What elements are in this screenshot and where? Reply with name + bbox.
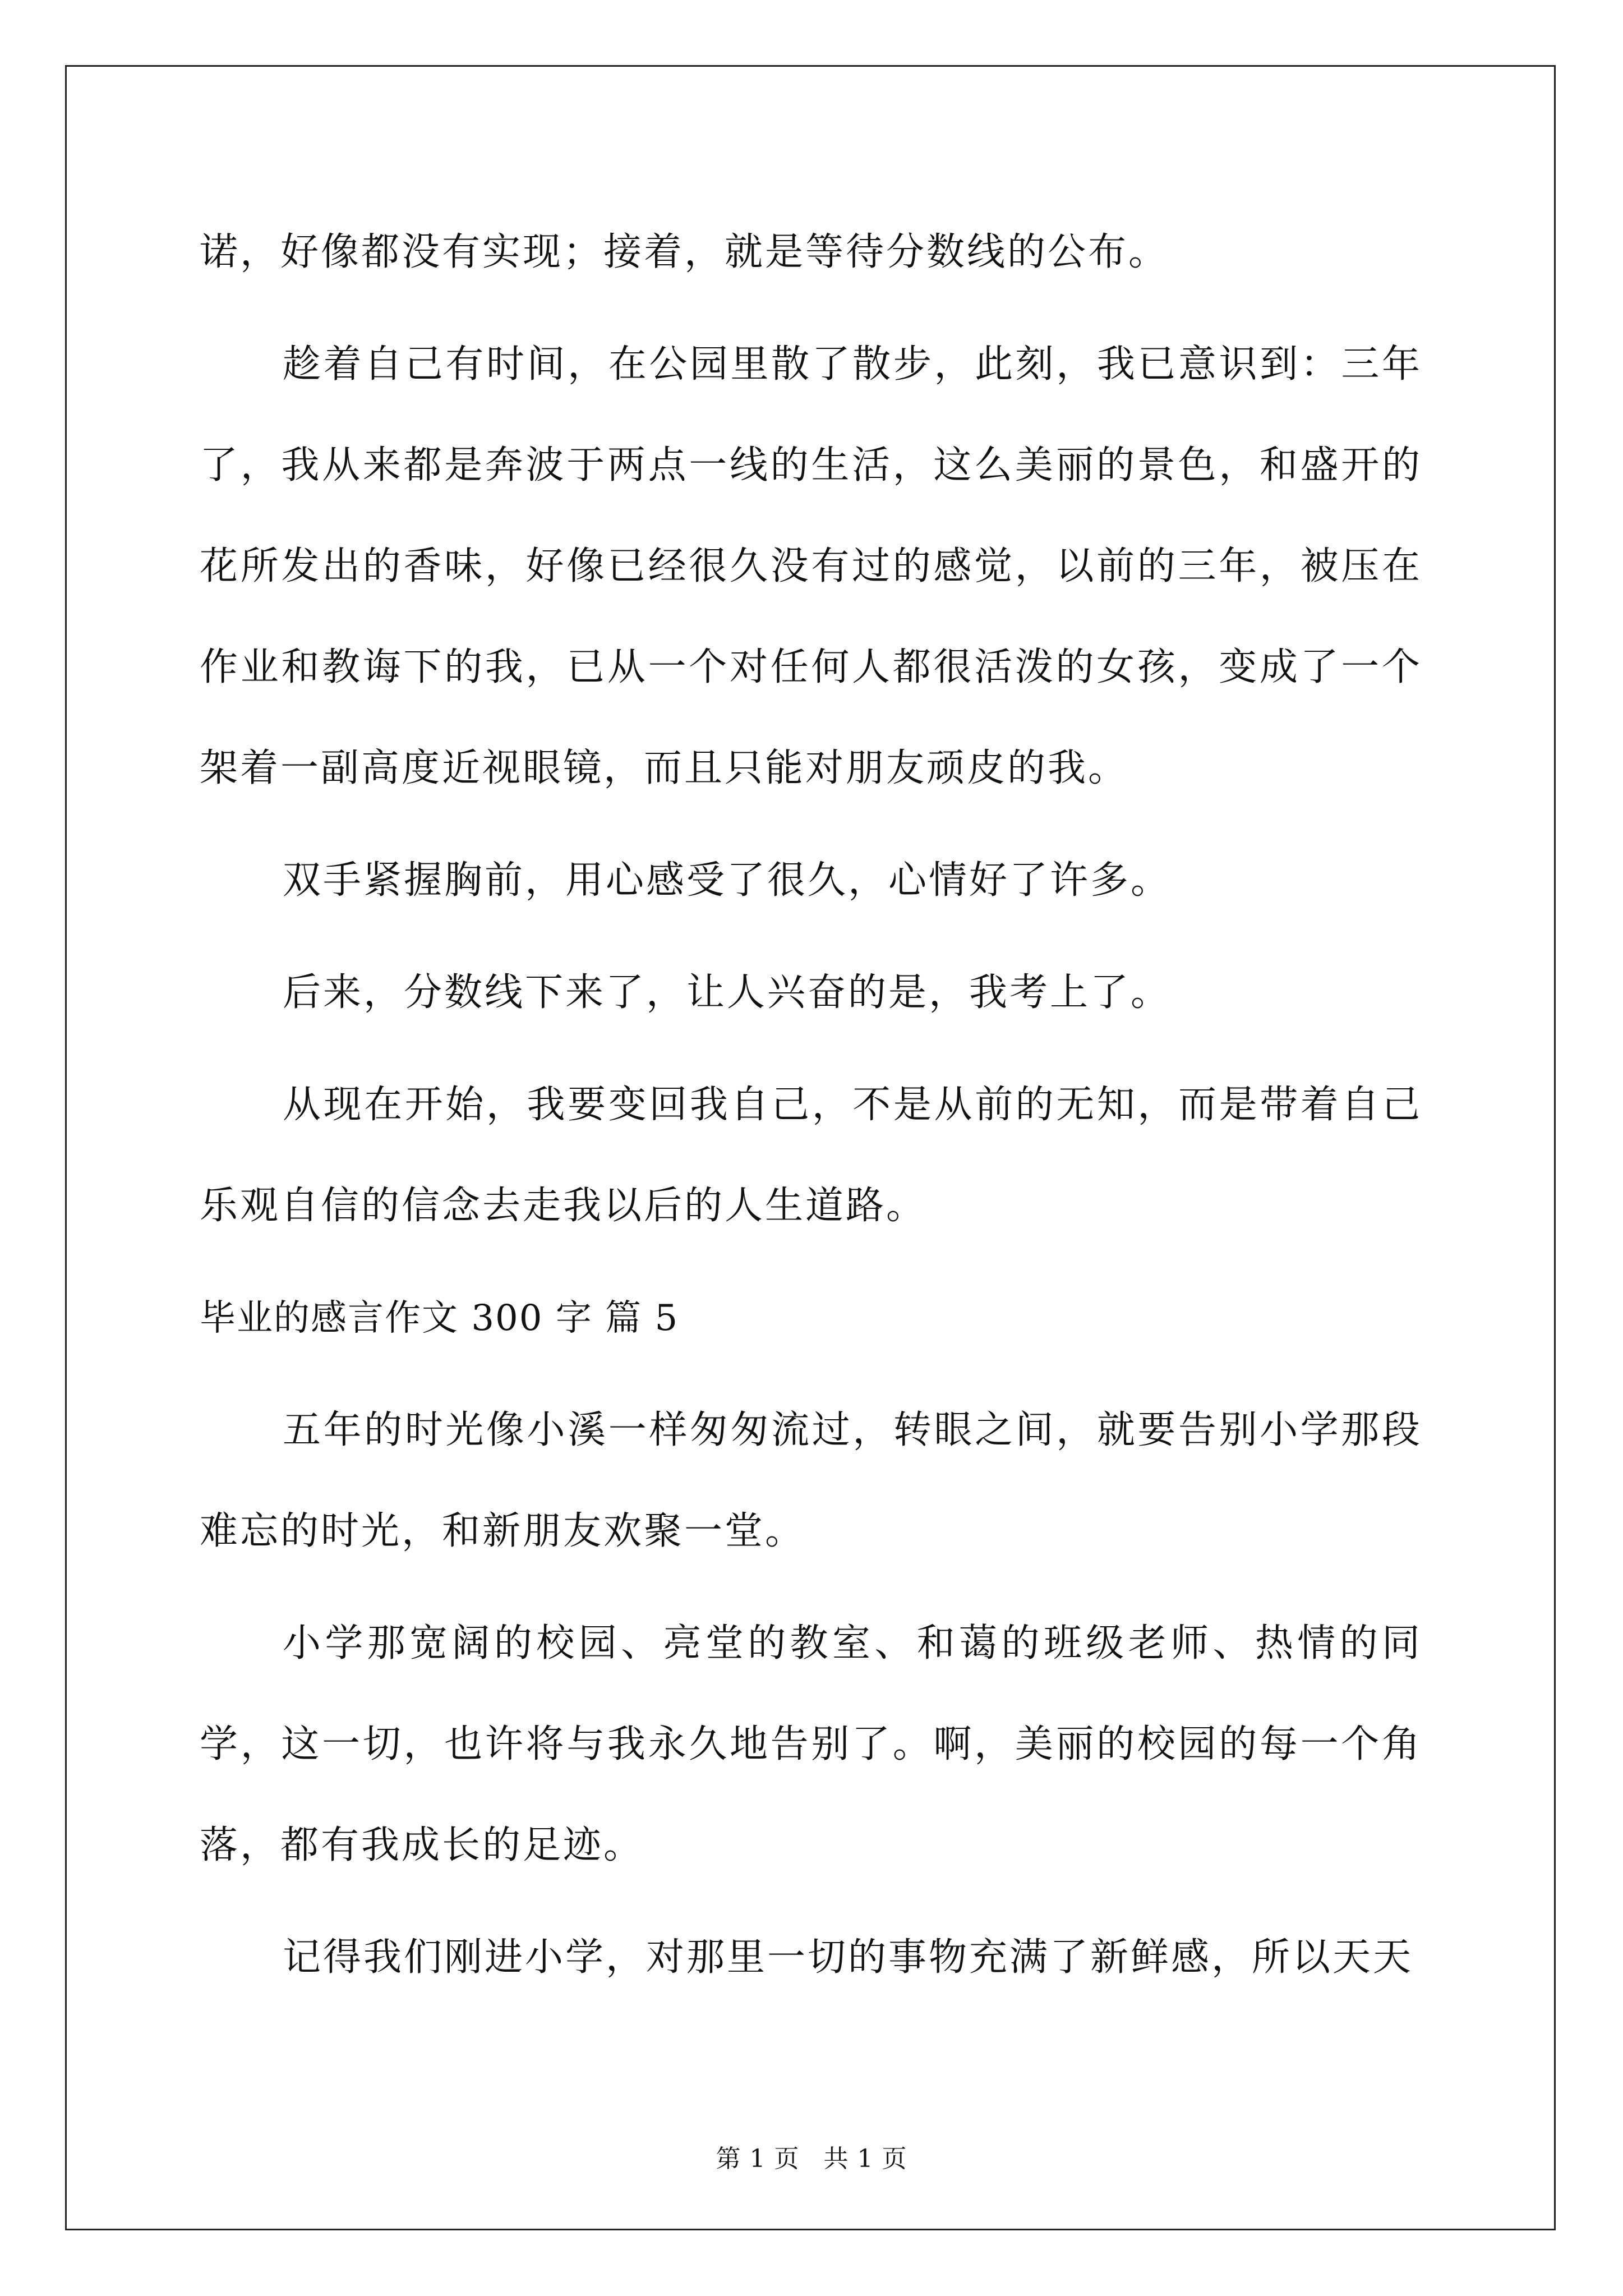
page-number-current: 第 1 页: [716, 2145, 800, 2173]
paragraph-4: 后来，分数线下来了，让人兴奋的是，我考上了。: [283, 970, 1172, 1015]
document-body: [200, 202, 1422, 2019]
page-footer: [0, 2138, 1623, 2174]
paragraph-3: 双手紧握胸前，用心感受了很久，心情好了许多。: [283, 858, 1172, 903]
paragraph-6: 五年的时光像小溪一样匆匆流过，转眼之间，就要告别小学那段难忘的时光，和新朋友欢聚一堂。: [200, 1408, 1422, 1553]
paragraph-8: 记得我们刚进小学，对那里一切的事物充满了新鲜感，所以天天: [283, 1935, 1414, 1980]
paragraph-2: 趁着自己有时间，在公园里散了散步，此刻，我已意识到：三年了，我从来都是奔波于两点一线的生活，这么美丽的景色，和盛开的花所发出的香味，好像已经很久没有过的感觉，以前的三年，被压在作业和教诲下的我，已从一个对任何人都很活泼的女孩，变成了一个架着一副高度近视眼镜，而且只能对朋友顽皮的我。: [200, 342, 1422, 790]
paragraph-7: 小学那宽阔的校园、亮堂的教室、和蔼的班级老师、热情的同学，这一切，也许将与我永久地告别了。啊，美丽的校园的每一个角落，都有我成长的足迹。: [200, 1621, 1422, 1867]
paragraph-5: 从现在开始，我要变回我自己，不是从前的无知，而是带着自己乐观自信的信念去走我以后的人生道路。: [200, 1083, 1422, 1228]
page-number-total: 共 1 页: [823, 2145, 907, 2173]
paragraph-1: 诺，好像都没有实现；接着，就是等待分数线的公布。: [200, 230, 1169, 274]
section-heading: 毕业的感言作文 300 字 篇 5: [200, 1297, 679, 1339]
